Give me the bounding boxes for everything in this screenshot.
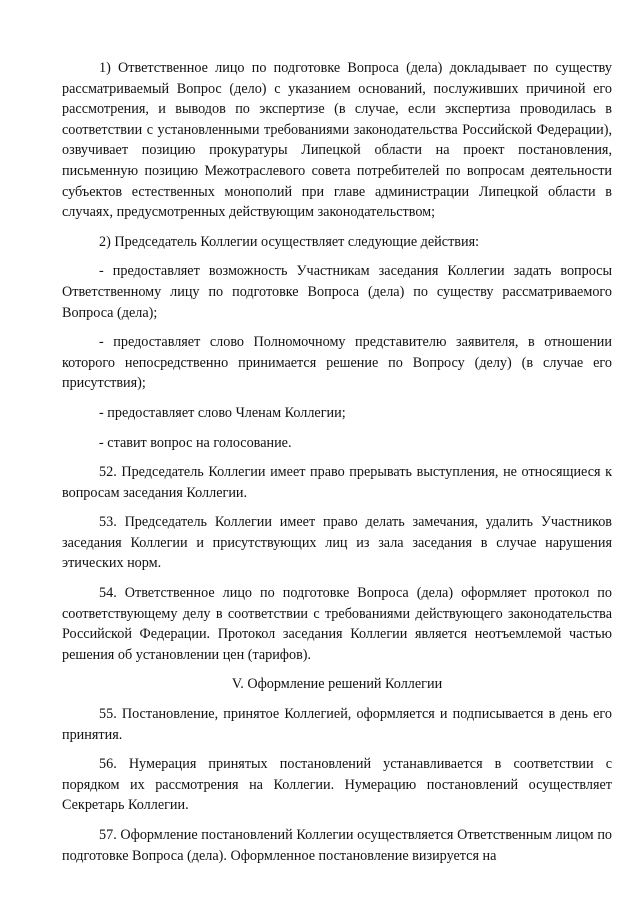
paragraph-52: 52. Председатель Коллегии имеет право прерывать выступления, не относящиеся к вопросам заседания Коллегии. bbox=[62, 464, 612, 501]
paragraph-57: 57. Оформление постановлений Коллегии осуществляется Ответственным лицом по подготовке Вопроса (дела). Оформленное постановление визируется на bbox=[62, 827, 612, 864]
paragraph-56: 56. Нумерация принятых постановлений устанавливается в соответствии с порядком их рассмотрения на Коллегии. Нумерацию постановлений осуществляет Секретарь Коллегии. bbox=[62, 756, 612, 814]
paragraph-item-1: 1) Ответственное лицо по подготовке Вопроса (дела) докладывает по существу рассматриваемый Вопрос (дело) с указанием оснований, послуживших причиной его рассмотрения, и выводов по экспертизе (в случае, если экспертиза проводилась в соответствии с установленными требованиями законодательства Российской Федерации), озвучивает позицию прокуратуры Липецкой области на проект постановления, письменную позицию Межотраслевого совета потребителей по вопросам деятельности субъектов естественных монополий при главе администрации Липецкой области в случаях, предусмотренных действующим законодательством; bbox=[62, 60, 612, 221]
paragraph-55: 55. Постановление, принятое Коллегией, оформляется и подписывается в день его принятия. bbox=[62, 706, 612, 743]
paragraph-item-2: 2) Председатель Коллегии осуществляет следующие действия: bbox=[99, 233, 480, 250]
paragraph-54: 54. Ответственное лицо по подготовке Вопроса (дела) оформляет протокол по соответствующему делу в соответствии с требованиями действующего законодательства Российской Федерации. Протокол заседания Коллегии является неотъемлемой частью решения об установлении цен (тарифов). bbox=[62, 585, 612, 663]
paragraph-bullet-questions: - предоставляет возможность Участникам заседания Коллегии задать вопросы Ответственному лицу по подготовке Вопроса (дела) по существу рассматриваемого Вопроса (дела); bbox=[62, 263, 612, 321]
paragraph-bullet-members: - предоставляет слово Членам Коллегии; bbox=[99, 404, 346, 421]
paragraph-bullet-vote: - ставит вопрос на голосование. bbox=[99, 434, 292, 451]
paragraph-bullet-representative: - предоставляет слово Полномочному представителю заявителя, в отношении которого непосредственно принимается решение по Вопросу (делу) (в случае его присутствия); bbox=[62, 334, 612, 392]
section-heading: V. Оформление решений Коллегии bbox=[231, 676, 443, 693]
paragraph-53: 53. Председатель Коллегии имеет право делать замечания, удалить Участников заседания Коллегии и присутствующих лиц из зала заседания в случае нарушения этических норм. bbox=[62, 514, 612, 572]
